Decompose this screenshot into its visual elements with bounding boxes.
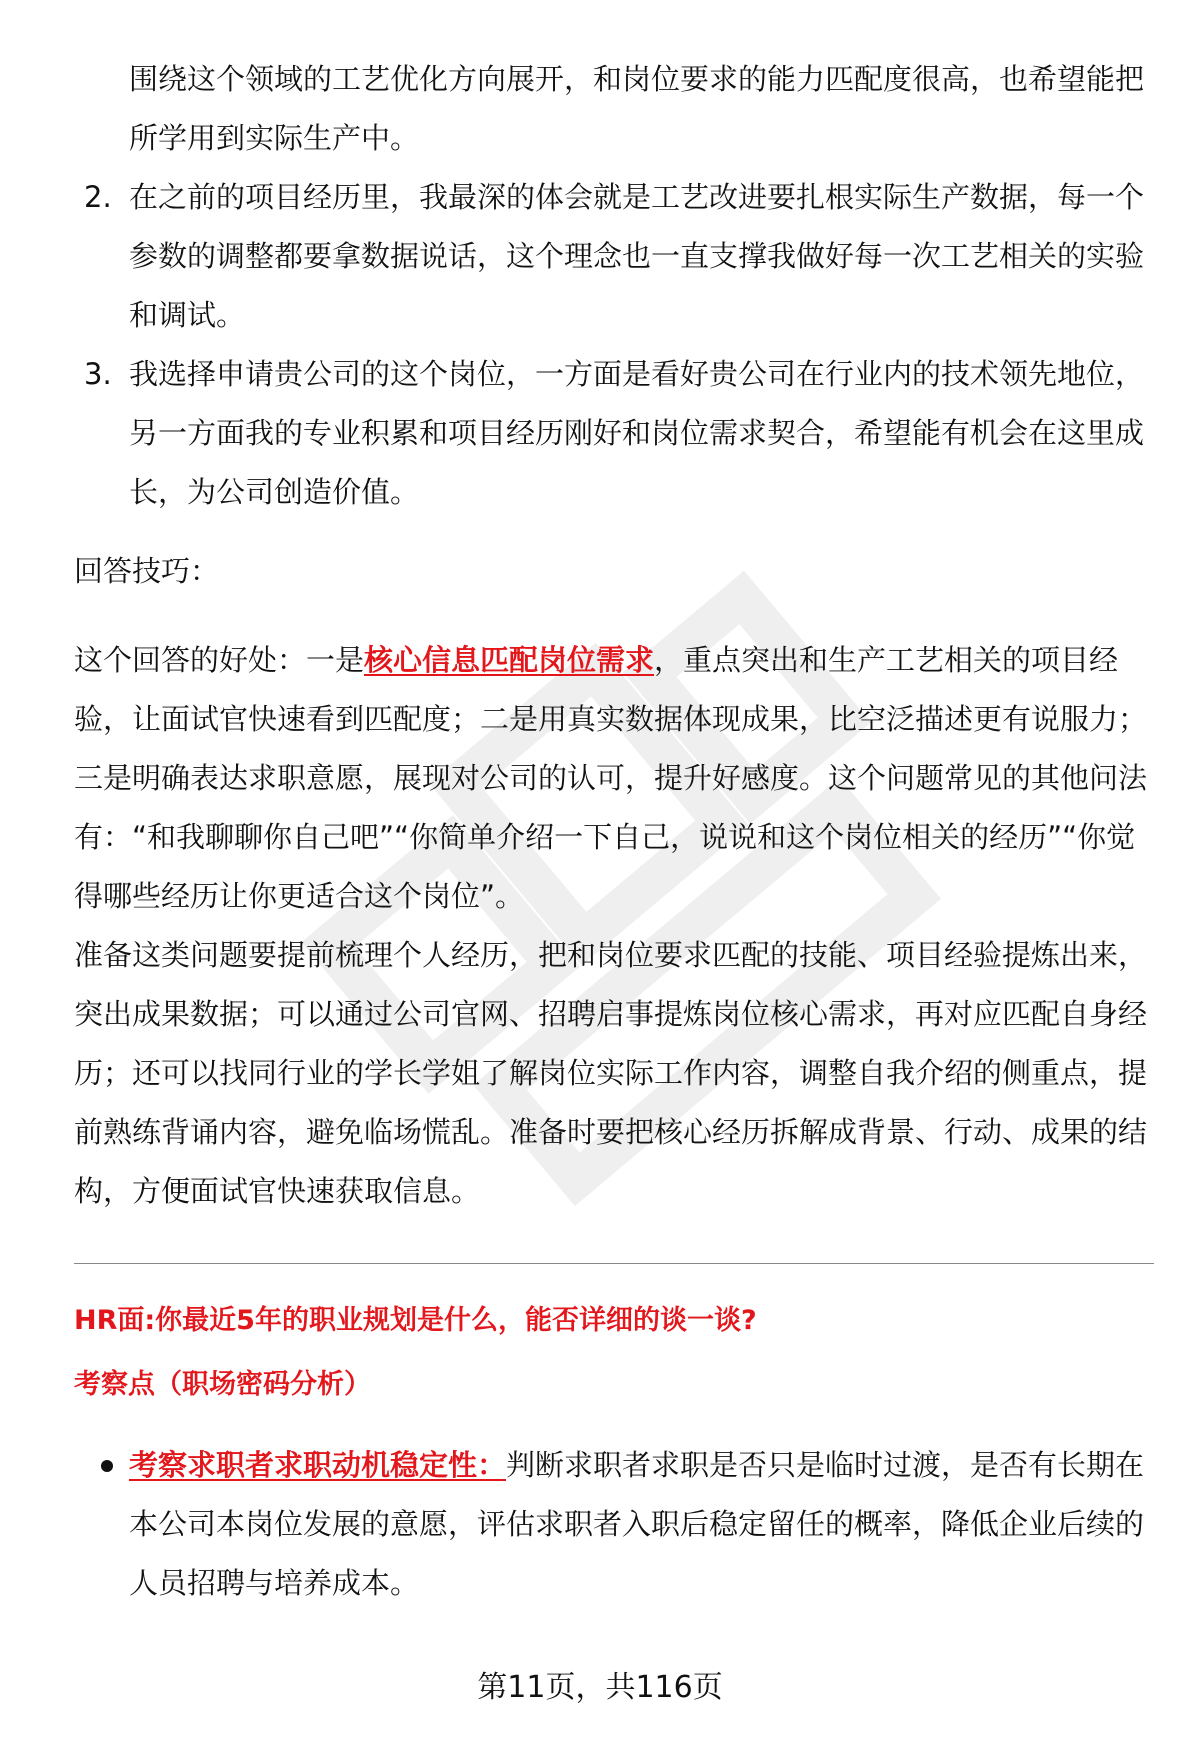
analysis-bullet-1 [74,1436,1154,1613]
list-item-1-continuation: 围绕这个领域的工艺优化方向展开，和岗位要求的能力匹配度很高，也希望能把所学用到实际生产中。 [129,62,1145,155]
highlight-core-match: 核心信息匹配岗位需求 [364,643,655,677]
question-subtitle: 考察点（职场密码分析） [74,1369,371,1400]
analysis-bullet-text: 判断求职者求职是否只是临时过渡，是否有长期在本公司本岗位发展的意愿，评估求职者入职后稳定留任的概率，降低企业后续的人员招聘与培养成本。 [129,1448,1145,1600]
list-item-text: 我选择申请贵公司的这个岗位，一方面是看好贵公司在行业内的技术领先地位，另一方面我的专业积累和项目经历刚好和岗位需求契合，希望能有机会在这里成长，为公司创造价值。 [129,357,1145,509]
bullet-dot-icon [101,1460,113,1472]
page-number: 第11页，共116页 [477,1670,723,1705]
analysis-bullet-highlight: 考察求职者求职动机稳定性： [129,1448,507,1482]
list-number: 3. [84,357,112,391]
tips-paragraph-1 [74,631,1154,926]
main-content [74,50,1154,1613]
list-number: 2. [84,180,112,214]
tips-paragraph-2: 准备这类问题要提前梳理个人经历，把和岗位要求匹配的技能、项目经验提炼出来，突出成果数据；可以通过公司官网、招聘启事提炼岗位核心需求，再对应匹配自身经历；还可以找同行业的学长学姐了解岗位实际工作内容，调整自我介绍的侧重点，提前熟练背诵内容，避免临场慌乱。准备时要把核心经历拆解成背景、行动、成果的结构，方便面试官快速获取信息。 [74,938,1148,1208]
tips-label: 回答技巧： [74,554,220,588]
list-item-text: 在之前的项目经历里，我最深的体会就是工艺改进要扎根实际生产数据，每一个参数的调整都要拿数据说话，这个理念也一直支撑我做好每一次工艺相关的实验和调试。 [129,180,1145,332]
tips-p1-rest: ，重点突出和生产工艺相关的项目经验，让面试官快速看到匹配度；二是用真实数据体现成果，比空泛描述更有说服力；三是明确表达求职意愿，展现对公司的认可，提升好感度。这个问题常见的其他问法有：“和我聊聊你自己吧”“你简单介绍一下自己，说说和这个岗位相关的经历”“你觉得哪些经历让你更适合这个岗位”。 [74,643,1148,913]
list-item-3 [74,345,1154,522]
section-divider [74,1263,1154,1264]
list-item-2 [74,168,1154,345]
question-title: HR面:你最近5年的职业规划是什么，能否详细的谈一谈? [74,1305,757,1336]
tips-p1-prefix: 这个回答的好处：一是 [74,643,365,677]
